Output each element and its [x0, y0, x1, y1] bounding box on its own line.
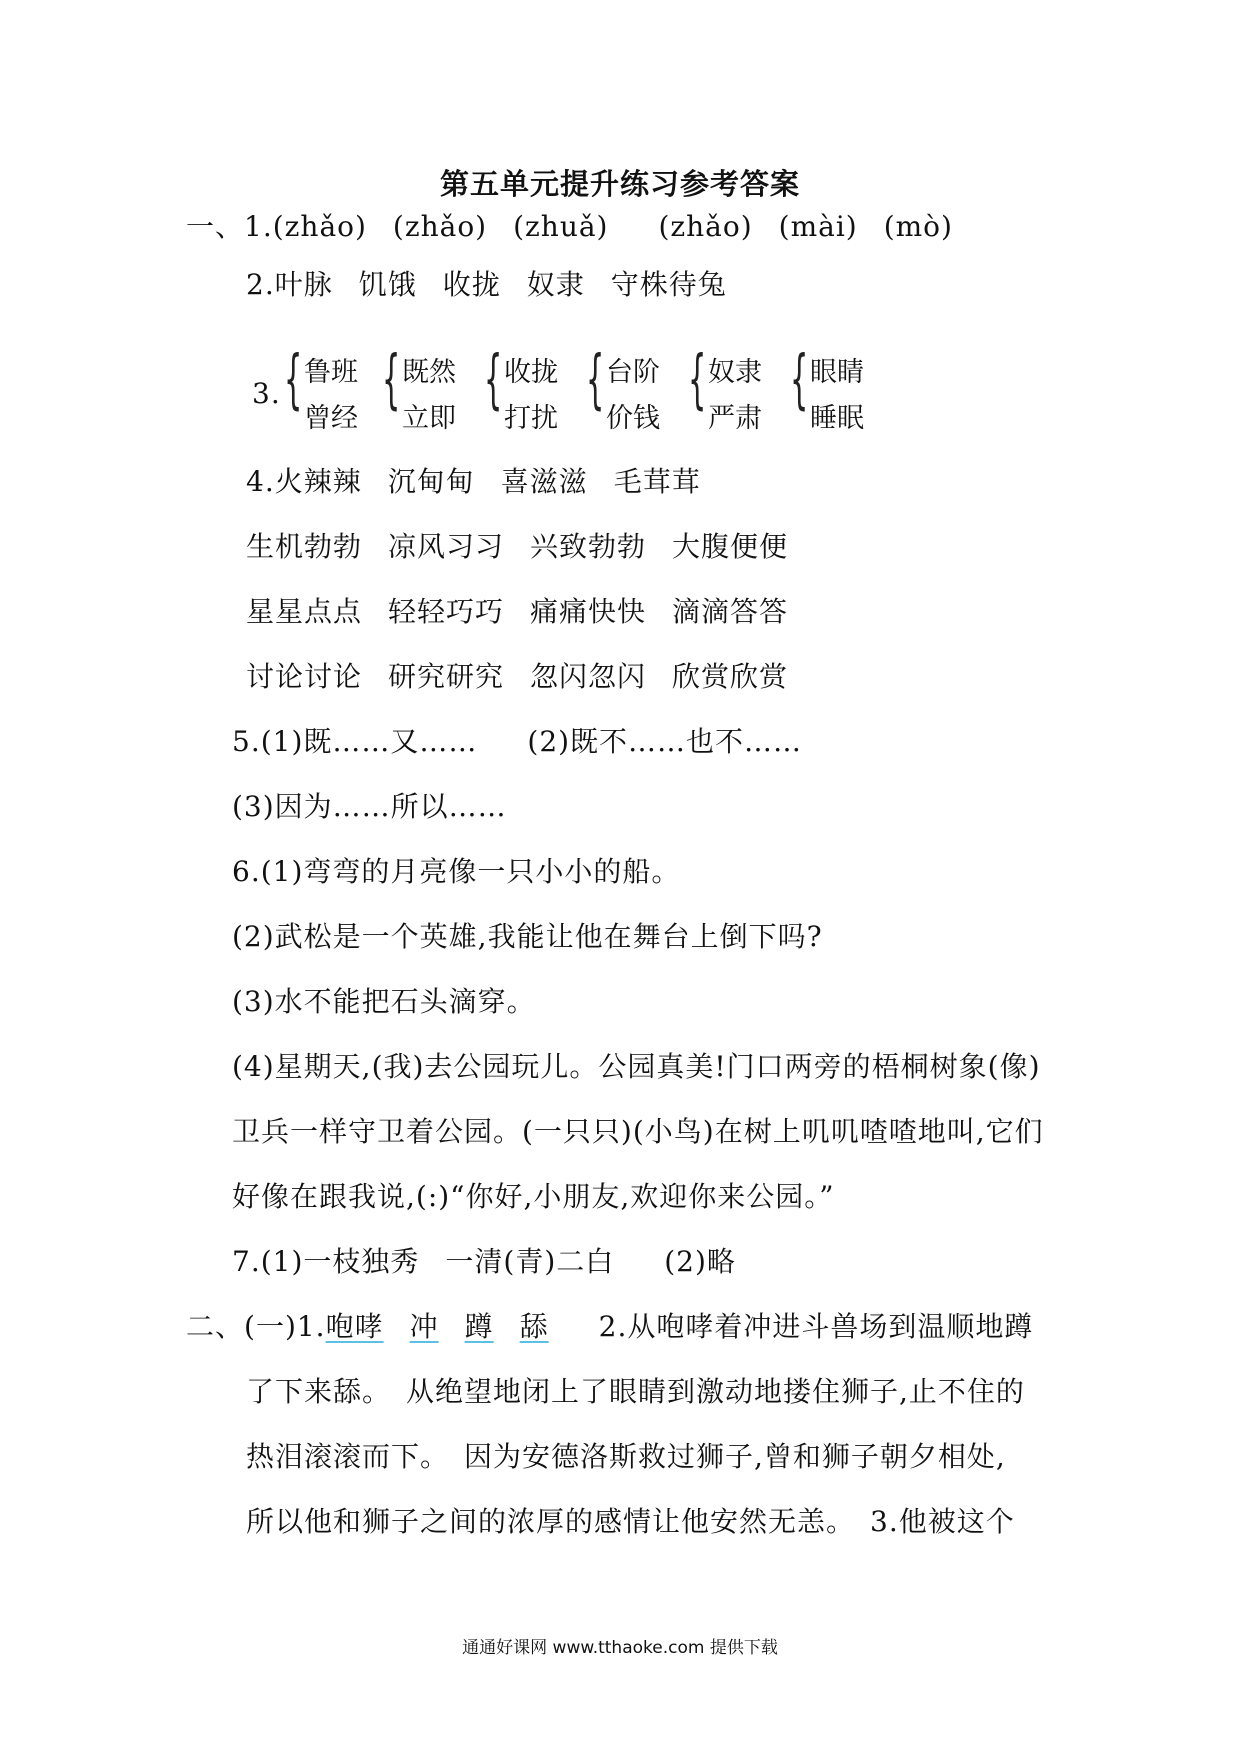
- q4-word: 沉甸甸: [387, 465, 475, 498]
- q1-answer: (zhǎo): [392, 210, 488, 243]
- brace-icon: {: [382, 343, 401, 417]
- q5-answer: 5.(1)既……又……: [232, 725, 478, 758]
- q3-word: 收拢: [504, 357, 558, 388]
- q3-pair: [382, 343, 456, 434]
- q6-answer: (2)武松是一个英雄,我能让他在舞台上倒下吗?: [232, 920, 823, 953]
- q4-word: 讨论讨论: [246, 660, 363, 693]
- q6-answer: (3)水不能把石头滴穿。: [232, 985, 536, 1018]
- q1-row: [186, 205, 953, 245]
- q5-row: [232, 720, 802, 760]
- q2-answer: 奴隶: [526, 268, 585, 301]
- q4-row: [246, 460, 701, 500]
- q7-row: [232, 1240, 736, 1280]
- q4-row: [246, 655, 788, 695]
- q7-answer: 一清(青)二白: [445, 1245, 615, 1278]
- q3-pair: [284, 343, 358, 434]
- q3-pair: [484, 343, 558, 434]
- q5-answer: (3)因为……所以……: [232, 790, 507, 823]
- q2-answer: 收拢: [442, 268, 501, 301]
- q4-word: 生机勃勃: [246, 530, 363, 563]
- q4-word: 兴致勃勃: [530, 530, 647, 563]
- brace-icon: {: [790, 343, 809, 417]
- sec2-row: [186, 1305, 1033, 1345]
- q2-answer: 2.叶脉: [246, 268, 333, 301]
- q7-answer: 7.(1)一枝独秀: [232, 1245, 420, 1278]
- q4-word: 凉风习习: [388, 530, 505, 563]
- q3-word: 曾经: [304, 403, 358, 434]
- q3-word: 立即: [402, 403, 456, 434]
- sec2-prefix: (一)1.: [244, 1310, 326, 1343]
- sec2-text: 热泪滚滚而下。 因为安德洛斯救过狮子,曾和狮子朝夕相处,: [246, 1440, 1006, 1473]
- q6-answer: (4)星期天,(我)去公园玩儿。公园真美!门口两旁的梧桐树象(像): [232, 1050, 1041, 1083]
- q3-label: 3.: [252, 377, 281, 410]
- q4-word: 忽闪忽闪: [530, 660, 647, 693]
- q1-answer: (mài): [778, 210, 858, 243]
- q4-word: 星星点点: [246, 595, 363, 628]
- sec2-text: 2.从咆哮着冲进斗兽场到温顺地蹲: [598, 1310, 1034, 1343]
- underlined-word: 冲: [409, 1310, 439, 1343]
- brace-icon: {: [586, 343, 605, 417]
- q4-row: [246, 590, 788, 630]
- q4-word: 痛痛快快: [530, 595, 647, 628]
- q4-word: 轻轻巧巧: [388, 595, 505, 628]
- q4-word: 大腹便便: [672, 530, 789, 563]
- q6-answer: 好像在跟我说,(:)“你好,小朋友,欢迎你来公园。”: [232, 1180, 835, 1213]
- q3-word: 价钱: [606, 403, 660, 434]
- q4-word: 滴滴答答: [672, 595, 789, 628]
- q3-word: 打扰: [504, 403, 558, 434]
- brace-icon: {: [284, 343, 303, 417]
- q3-pair: [688, 343, 762, 434]
- page-title: 第五单元提升练习参考答案: [439, 167, 800, 201]
- q3-word: 眼睛: [810, 357, 864, 388]
- q1-answer: (mò): [883, 210, 953, 243]
- sec2-text: 所以他和狮子之间的浓厚的感情让他安然无恙。 3.他被这个: [246, 1505, 1015, 1538]
- underlined-word: 舔: [519, 1310, 549, 1343]
- q4-row: [246, 525, 788, 565]
- sec2-text: 了下来舔。 从绝望地闭上了眼睛到激动地搂住狮子,止不住的: [246, 1375, 1025, 1408]
- q3-word: 既然: [402, 357, 456, 388]
- q6-answer: 6.(1)弯弯的月亮像一只小小的船。: [232, 855, 681, 888]
- q4-word: 4.火辣辣: [246, 465, 362, 498]
- q2-row: [246, 263, 727, 303]
- q4-word: 研究研究: [388, 660, 505, 693]
- section-1-marker: 一、: [186, 210, 245, 243]
- footer-watermark: 通通好课网 www.tthaoke.com 提供下载: [462, 1638, 778, 1658]
- q3-word: 鲁班: [304, 357, 358, 388]
- q3-pair: [790, 343, 864, 434]
- q4-word: 喜滋滋: [500, 465, 588, 498]
- brace-icon: {: [484, 343, 503, 417]
- q2-answer: 守株待兔: [610, 268, 727, 301]
- q3-word: 睡眠: [810, 403, 864, 434]
- q3-word: 严肃: [708, 403, 762, 434]
- q4-word: 毛茸茸: [613, 465, 701, 498]
- q3-word: 台阶: [606, 357, 660, 388]
- q3-word: 奴隶: [708, 357, 762, 388]
- q3-pair: [586, 343, 660, 434]
- section-2-marker: 二、: [186, 1310, 245, 1343]
- q6-answer: 卫兵一样守卫着公园。(一只只)(小鸟)在树上叽叽喳喳地叫,它们: [232, 1115, 1044, 1148]
- q1-answer: (zhǎo): [658, 210, 753, 243]
- q5-answer: (2)既不……也不……: [527, 725, 803, 758]
- q4-word: 欣赏欣赏: [672, 660, 789, 693]
- q1-answer: 1.(zhǎo): [244, 210, 367, 243]
- q2-answer: 饥饿: [358, 268, 417, 301]
- q7-answer: (2)略: [664, 1245, 736, 1278]
- q1-answer: (zhuǎ): [513, 210, 609, 243]
- underlined-word: 咆哮: [325, 1310, 384, 1343]
- underlined-word: 蹲: [464, 1310, 494, 1343]
- brace-icon: {: [688, 343, 707, 417]
